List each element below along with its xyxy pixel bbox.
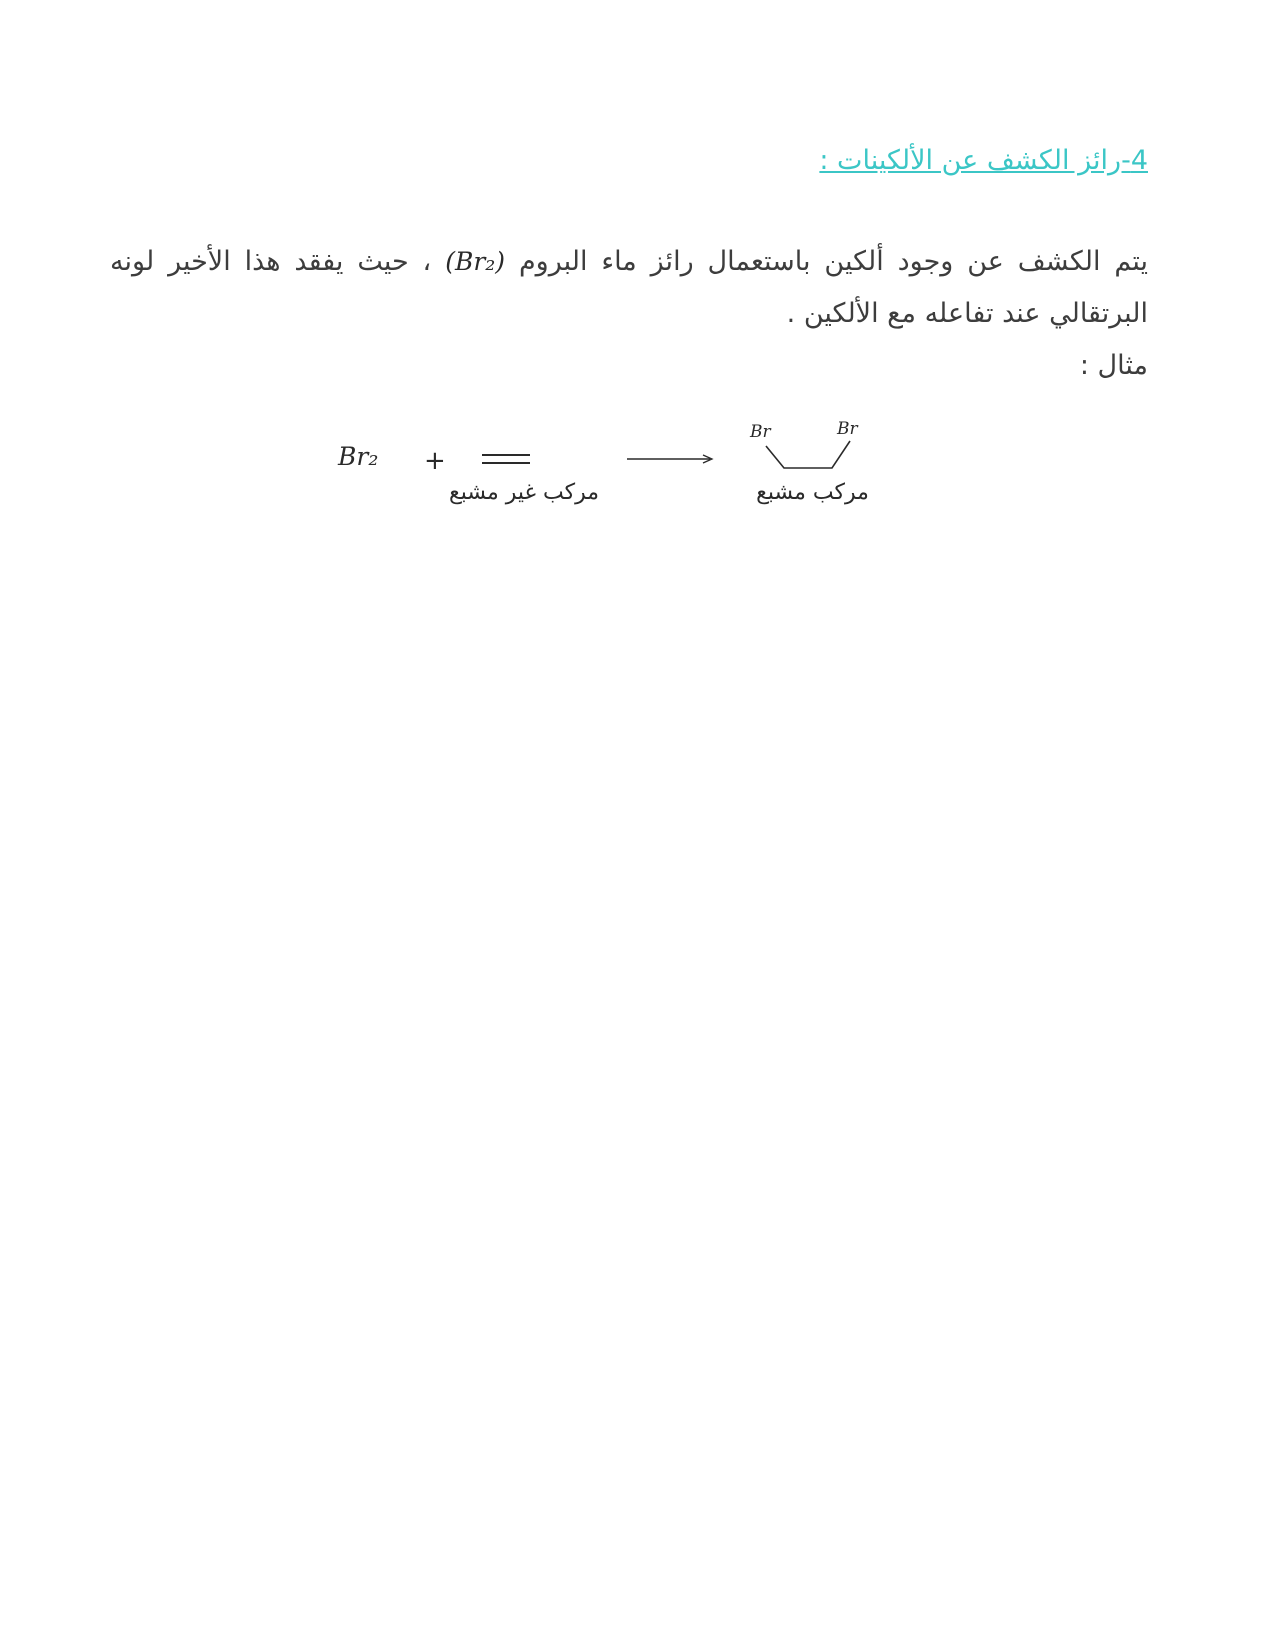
saturated-compound-label: مركب مشبع bbox=[756, 480, 869, 505]
paragraph-text-before: يتم الكشف عن وجود ألكين باستعمال رائز ماء البروم bbox=[505, 246, 1149, 278]
product-br-left-label: Br bbox=[750, 422, 771, 442]
double-bond-icon bbox=[482, 454, 530, 464]
reagent-br2-formula: Br₂ bbox=[338, 442, 379, 471]
reaction-diagram bbox=[330, 418, 910, 528]
product-skeleton-icon bbox=[758, 438, 858, 473]
bromine-formula-inline: (Br₂) bbox=[445, 247, 506, 277]
intro-paragraph bbox=[110, 236, 1148, 340]
example-label: مثال : bbox=[1079, 350, 1148, 382]
unsaturated-compound-label: مركب غير مشبع bbox=[448, 480, 600, 505]
plus-sign: + bbox=[424, 446, 446, 476]
paragraph-text-after: ، حيث يفقد هذا الأخير لونه البرتقالي عند تفاعله مع الألكين . bbox=[110, 246, 1148, 330]
section-heading: 4-رائز الكشف عن الألكينات : bbox=[819, 145, 1148, 176]
product-br-right-label: Br bbox=[837, 419, 858, 439]
reaction-arrow-icon bbox=[626, 452, 716, 466]
